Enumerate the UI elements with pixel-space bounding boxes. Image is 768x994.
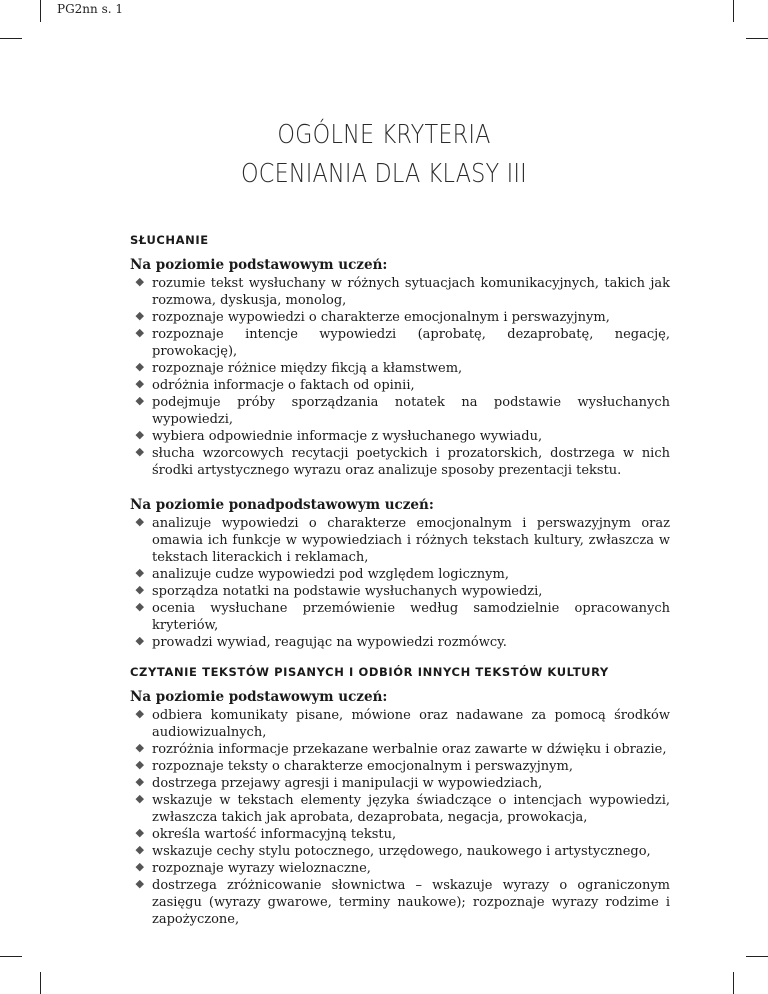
diamond-bullet-icon	[136, 380, 144, 388]
diamond-bullet-icon	[136, 312, 144, 320]
list-item-text: wybiera odpowiednie informacje z wysłuchanego wywiadu,	[152, 429, 543, 444]
diamond-bullet-icon	[136, 586, 144, 594]
diamond-bullet-icon	[136, 637, 144, 645]
list-item-text: wskazuje cechy stylu potocznego, urzędowego, naukowego i artystycznego,	[152, 844, 651, 859]
diamond-bullet-icon	[136, 710, 144, 718]
crop-mark	[0, 38, 22, 39]
list-item-text: odróżnia informacje o faktach od opinii,	[152, 378, 415, 393]
list-item	[130, 326, 670, 360]
criteria-list	[130, 707, 670, 928]
crop-mark	[746, 38, 768, 39]
diamond-bullet-icon	[136, 518, 144, 526]
list-item	[130, 583, 670, 600]
diamond-bullet-icon	[136, 329, 144, 337]
diamond-bullet-icon	[136, 795, 144, 803]
list-item-text: dostrzega zróżnicowanie słownictwa – wskazuje wyrazy o ograniczonym zasięgu (wyrazy gwarowe, terminy naukowe); rozpoznaje wyrazy rodzime i zapożyczone,	[152, 878, 670, 927]
list-item-text: rozpoznaje różnice między fikcją a kłamstwem,	[152, 361, 463, 376]
diamond-bullet-icon	[136, 431, 144, 439]
page-title	[54, 116, 714, 194]
list-item-text: rozróżnia informacje przekazane werbalnie oraz zawarte w dźwięku i obrazie,	[152, 742, 667, 757]
list-item	[130, 515, 670, 566]
list-item-text: rozumie tekst wysłuchany w różnych sytuacjach komunikacyjnych, takich jak rozmowa, dyskusja, monolog,	[152, 276, 670, 308]
page-slug: PG2nn s. 1	[57, 2, 123, 16]
list-item	[130, 360, 670, 377]
diamond-bullet-icon	[136, 397, 144, 405]
diamond-bullet-icon	[136, 846, 144, 854]
list-item-text: wskazuje w tekstach elementy języka świadczące o intencjach wypowiedzi, zwłaszcza takich jak aprobata, dezaprobata, negacja, prowokacja,	[152, 793, 670, 825]
list-item-text: ocenia wysłuchane przemówienie według samodzielnie opracowanych kryteriów,	[152, 601, 670, 633]
list-item	[130, 877, 670, 928]
crop-mark	[40, 0, 41, 22]
diamond-bullet-icon	[136, 761, 144, 769]
diamond-bullet-icon	[136, 829, 144, 837]
list-item	[130, 566, 670, 583]
list-item	[130, 600, 670, 634]
list-item-text: określa wartość informacyjną tekstu,	[152, 827, 397, 842]
title-line: OCENIANIA DLA KLASY III	[241, 159, 527, 189]
list-item-text: sporządza notatki na podstawie wysłuchanych wypowiedzi,	[152, 584, 543, 599]
diamond-bullet-icon	[136, 744, 144, 752]
title-line: OGÓLNE KRYTERIA	[277, 120, 491, 150]
list-item-text: słucha wzorcowych recytacji poetyckich i prozatorskich, dostrzega w nich środki artystycznego wyrazu oraz analizuje sposoby prezentacji tekstu.	[152, 446, 670, 478]
crop-mark	[746, 956, 768, 957]
criteria-content	[130, 229, 670, 928]
diamond-bullet-icon	[136, 603, 144, 611]
list-item-text: podejmuje próby sporządzania notatek na podstawie wysłuchanych wypowiedzi,	[152, 395, 670, 427]
crop-mark	[733, 0, 734, 22]
list-item-text: odbiera komunikaty pisane, mówione oraz nadawane za pomocą środków audiowizualnych,	[152, 708, 670, 740]
diamond-bullet-icon	[136, 363, 144, 371]
subsection-heading: Na poziomie ponadpodstawowym uczeń:	[130, 497, 434, 513]
list-item-text: rozpoznaje intencje wypowiedzi (aprobatę, dezaprobatę, negację, prowokację),	[152, 327, 670, 359]
list-item	[130, 394, 670, 428]
list-item-text: prowadzi wywiad, reagując na wypowiedzi rozmówcy.	[152, 635, 507, 650]
section-heading: SŁUCHANIE	[130, 233, 209, 247]
list-item	[130, 775, 670, 792]
criteria-list	[130, 515, 670, 651]
list-item	[130, 445, 670, 479]
list-item	[130, 860, 670, 877]
list-item-text: dostrzega przejawy agresji i manipulacji w wypowiedziach,	[152, 776, 543, 791]
crop-mark	[733, 972, 734, 994]
list-item	[130, 758, 670, 775]
list-item	[130, 377, 670, 394]
list-item-text: rozpoznaje wyrazy wieloznaczne,	[152, 861, 371, 876]
diamond-bullet-icon	[136, 778, 144, 786]
diamond-bullet-icon	[136, 569, 144, 577]
subsection-heading: Na poziomie podstawowym uczeń:	[130, 689, 388, 705]
subsection-heading: Na poziomie podstawowym uczeń:	[130, 257, 388, 273]
diamond-bullet-icon	[136, 278, 144, 286]
crop-mark	[40, 972, 41, 994]
crop-mark	[0, 956, 22, 957]
list-item	[130, 792, 670, 826]
list-item	[130, 275, 670, 309]
list-item-text: analizuje cudze wypowiedzi pod względem logicznym,	[152, 567, 509, 582]
diamond-bullet-icon	[136, 448, 144, 456]
section-heading: CZYTANIE TEKSTÓW PISANYCH I ODBIÓR INNYCH TEKSTÓW KULTURY	[130, 665, 609, 679]
list-item	[130, 309, 670, 326]
list-item	[130, 634, 670, 651]
diamond-bullet-icon	[136, 880, 144, 888]
list-item	[130, 707, 670, 741]
list-item	[130, 741, 670, 758]
list-item	[130, 826, 670, 843]
list-item-text: analizuje wypowiedzi o charakterze emocjonalnym i perswazyjnym oraz omawia ich funkcje w wypowiedziach i różnych tekstach kultury, zwłaszcza w tekstach literackich i reklamach,	[152, 516, 670, 565]
list-item-text: rozpoznaje wypowiedzi o charakterze emocjonalnym i perswazyjnym,	[152, 310, 610, 325]
criteria-list	[130, 275, 670, 479]
diamond-bullet-icon	[136, 863, 144, 871]
list-item	[130, 843, 670, 860]
list-item-text: rozpoznaje teksty o charakterze emocjonalnym i perswazyjnym,	[152, 759, 573, 774]
list-item	[130, 428, 670, 445]
